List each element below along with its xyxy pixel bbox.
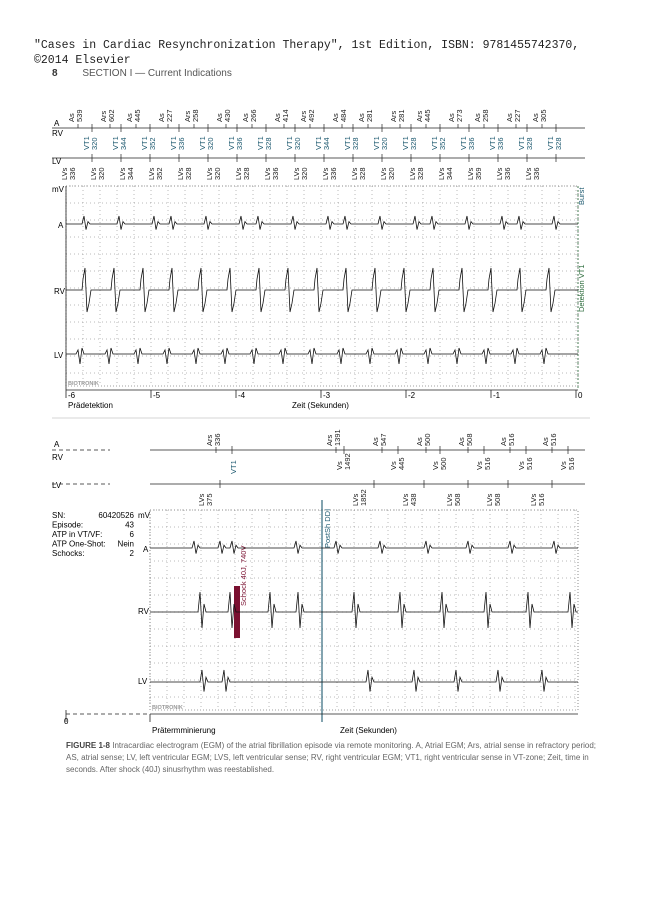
panel1-rv-marker-name: VT1 [227,136,236,150]
panel1-a-marker-name: As [505,113,514,122]
panel1-rv-marker-name: VT1 [140,136,149,150]
panel2-channel-lv: LV [138,677,148,686]
panel1-pre-label: Prädetektion [68,401,113,410]
panel1-rv-marker-value: 352 [148,137,157,150]
panel2-rv-marker-value: 516 [525,457,534,470]
panel1-rv-marker-value: 328 [525,137,534,150]
panel2-channel-rv: RV [138,607,149,616]
panel2-axis-title: Zeit (Sekunden) [340,726,397,735]
panel1-lv-marker-name: LVs [408,167,417,180]
panel1-axis-title: Zeit (Sekunden) [292,401,349,410]
panel1-marker-channel [52,109,585,180]
panel1-rv-marker-name: VT1 [256,136,265,150]
panel1-rv-marker-name: VT1 [372,136,381,150]
panel1-axis-tick: -2 [408,391,416,400]
figure-caption [66,740,596,776]
panel1-channel-a: A [58,221,64,230]
panel1-a-marker-value: 273 [455,109,464,122]
panel2-lv-marker-name: LVs [529,493,538,506]
panel1-rv-marker-value: 344 [119,137,128,150]
panel1-a-marker-value: 305 [539,109,548,122]
panel1-a-marker-name: As [357,113,366,122]
panel2-a-marker-name: As [499,437,508,446]
panel1-rv-marker-name: VT1 [314,136,323,150]
panel1-lv-marker-name: LVs [292,167,301,180]
panel1-rv-marker-name: VT1 [517,136,526,150]
panel1-axis-tick: -6 [68,391,76,400]
info-label: ATP in VT/VF: [52,530,103,539]
panel2-lv-marker-name: LVs [401,493,410,506]
panel2-episode-info [52,511,135,558]
panel2-mv-label: mV [138,511,150,520]
panel2-lv-marker-name: LVs [485,493,494,506]
panel1-lv-marker-value: 336 [271,167,280,180]
panel1-lv-marker-name: LVs [118,167,127,180]
postshock-label: PostSh DDI [323,508,332,548]
figure-number: FIGURE 1-8 [66,741,111,750]
info-value: 2 [129,549,134,558]
panel1-egm-strip [52,185,586,390]
panel1-detection-label: Detektion VT1 [577,264,586,312]
panel1-rv-marker-name: VT1 [82,136,91,150]
panel1-a-marker-value: 430 [223,109,232,122]
panel1-channel-lv: LV [54,351,64,360]
panel1-a-marker-name: As [157,113,166,122]
panel2-a-marker-value: 508 [465,433,474,446]
panel2-rv-marker-value: 516 [567,457,576,470]
panel1-rv-marker-value: 336 [177,137,186,150]
panel1-lv-marker-value: 320 [387,167,396,180]
panel1-rv-marker-name: VT1 [488,136,497,150]
panel1-lv-marker-name: LVs [234,167,243,180]
panel2-lv-marker-value: 516 [537,493,546,506]
panel1-a-marker-value: 258 [481,109,490,122]
info-label: Schocks: [52,549,85,558]
panel1-lv-marker-name: LVs [176,167,185,180]
panel1-lv-marker-value: 344 [445,167,454,180]
panel1-lv-marker-value: 336 [68,167,77,180]
panel2-a-marker-value: 516 [507,433,516,446]
panel2-lv-marker-value: 438 [409,493,418,506]
panel2-lv-marker-value: 1852 [359,489,368,506]
panel1-lv-marker-name: LVs [437,167,446,180]
panel1-lv-marker-value: 328 [184,167,193,180]
panel2-rv-marker-value: 445 [397,457,406,470]
panel1-rv-marker-value: 320 [293,137,302,150]
panel1-axis-tick: -1 [493,391,501,400]
panel2-egm-strip [138,500,578,722]
panel1-brand: BIOTRONIK [68,381,99,387]
panel1-lv-marker-value: 320 [300,167,309,180]
panel1-a-marker-name: Ars [415,110,424,122]
panel1-lv-marker-value: 344 [126,167,135,180]
panel1-lv-marker-value: 328 [242,167,251,180]
panel1-a-marker-name: As [215,113,224,122]
panel2-rv-marker-value: 516 [483,457,492,470]
panel1-rv-marker-value: 336 [496,137,505,150]
panel1-rv-marker-name: VT1 [343,136,352,150]
panel2-lv-label: LV [52,481,62,490]
info-value: Nein [117,539,134,549]
panel1-burst-label: Burst [577,187,586,205]
panel1-a-marker-name: As [331,113,340,122]
panel1-lv-marker-value: 320 [97,167,106,180]
panel1-lv-marker-name: LVs [524,167,533,180]
panel2-rv-marker-value: 1492 [343,453,352,470]
panel1-channel-rv: RV [54,287,65,296]
panel2-trace-lv [150,670,578,692]
panel2-rv-marker-name: Vs [389,461,398,470]
panel1-rv-marker-value: 336 [235,137,244,150]
info-label: ATP One-Shot: [52,539,106,549]
panel1-lv-marker-name: LVs [495,167,504,180]
panel2-a-label: A [54,440,60,449]
panel1-axis-tick: -3 [323,391,331,400]
panel1-trace-a [66,216,578,230]
panel2-a-marker-name: As [415,437,424,446]
panel1-a-marker-value: 281 [397,109,406,122]
panel1-lv-marker-value: 336 [329,167,338,180]
panel2-lv-marker-value: 508 [493,493,502,506]
panel1-lv-marker-name: LVs [60,167,69,180]
section-title: SECTION I — Current Indications [82,68,232,79]
panel1-lv-marker-name: LVs [205,167,214,180]
copyright-notice: "Cases in Cardiac Resynchronization Therapy", 1st Edition, ISBN: 9781455742370, ©2014 Elsevier [34,39,580,67]
panel2-brand: BIOTRONIK [152,705,183,711]
panel1-lv-marker-name: LVs [147,167,156,180]
panel2-a-marker-value: 1391 [333,429,342,446]
panel2-rv-marker-name: Vs [475,461,484,470]
panel2-rv-marker-value: 500 [439,457,448,470]
panel1-rv-marker-name: VT1 [546,136,555,150]
panel2-rv-marker-name: Vs [517,461,526,470]
panel1-rv-marker-value: 344 [322,137,331,150]
panel2-time-axis [64,710,578,735]
panel1-rv-marker-value: 352 [438,137,447,150]
panel1-lv-marker-name: LVs [350,167,359,180]
panel2-a-marker-value: 516 [549,433,558,446]
panel1-lv-marker-name: LVs [321,167,330,180]
info-label: Episode: [52,520,84,530]
panel2-a-marker-name: Ars [325,434,334,446]
panel1-axis-tick: -5 [153,391,161,400]
panel1-a-marker-name: Ars [99,110,108,122]
panel1-rv-marker-value: 328 [409,137,418,150]
panel1-a-marker-value: 266 [249,109,258,122]
panel1-rv-marker-value: 320 [90,137,99,150]
panel1-lv-marker-name: LVs [379,167,388,180]
panel1-a-label: A [54,119,60,128]
panel1-lv-marker-value: 352 [155,167,164,180]
panel1-a-marker-value: 492 [307,109,316,122]
panel1-rv-marker-name: VT1 [111,136,120,150]
panel2-rv-marker-name: Vs [559,461,568,470]
panel2-trace-a [150,541,578,554]
panel2-a-marker-value: 336 [213,433,222,446]
panel2-a-marker-value: 500 [423,433,432,446]
panel1-rv-marker-name: VT1 [401,136,410,150]
panel2-a-marker-name: Ars [205,434,214,446]
page-number: 8 [52,68,58,79]
panel2-lv-marker-name: LVs [197,493,206,506]
panel1-lv-marker-value: 328 [358,167,367,180]
panel1-lv-marker-name: LVs [263,167,272,180]
panel1-lv-marker-value: 359 [474,167,483,180]
panel1-a-marker-name: Ars [389,110,398,122]
panel1-lv-marker-name: LVs [466,167,475,180]
panel1-lv-marker-value: 336 [503,167,512,180]
info-value: 43 [125,520,134,530]
panel2-channel-a: A [143,545,149,554]
panel1-rv-marker-value: 328 [264,137,273,150]
panel1-lv-label: LV [52,157,62,166]
panel1-rv-marker-name: VT1 [430,136,439,150]
panel1-rv-marker-name: VT1 [169,136,178,150]
shock-label: Schock 40J, 740V [239,545,248,606]
panel1-mv-label: mV [52,185,64,194]
panel1-time-axis [66,390,583,410]
panel2-lv-marker-value: 508 [453,493,462,506]
panel2-lv-marker-name: LVs [351,493,360,506]
panel1-rv-label: RV [52,129,63,138]
panel2-marker-channel [52,429,585,506]
panel1-a-marker-name: As [125,113,134,122]
panel1-a-marker-name: As [241,113,250,122]
panel1-axis-tick: -4 [238,391,246,400]
panel1-a-marker-name: Ars [299,110,308,122]
panel1-a-marker-name: Ars [183,110,192,122]
info-value: 6 [129,530,134,539]
panel1-a-marker-value: 414 [281,109,290,122]
panel2-lv-marker-name: LVs [445,493,454,506]
panel2-pre-label: Prätermminierung [152,726,216,735]
panel2-axis-zero: 0 [64,717,69,726]
panel1-a-marker-value: 602 [107,109,116,122]
panel1-a-marker-name: As [273,113,282,122]
panel2-rv-marker-name: VT1 [229,460,238,474]
info-label: SN: [52,511,66,520]
panel1-a-marker-name: As [473,113,482,122]
panel1-trace-rv [66,268,578,312]
panel1-rv-marker-value: 328 [554,137,563,150]
panel1-a-marker-name: As [447,113,456,122]
panel1-a-marker-value: 281 [365,109,374,122]
panel1-axis-tick: 0 [578,391,583,400]
panel1-lv-marker-name: LVs [89,167,98,180]
panel1-rv-marker-name: VT1 [459,136,468,150]
panel1-lv-marker-value: 336 [532,167,541,180]
panel1-a-marker-value: 539 [75,109,84,122]
panel1-a-marker-value: 227 [165,109,174,122]
panel1-rv-marker-value: 336 [467,137,476,150]
panel1-rv-marker-name: VT1 [198,136,207,150]
panel1-a-marker-name: As [67,113,76,122]
panel2-a-marker-name: As [371,437,380,446]
panel2-a-marker-name: As [457,437,466,446]
panel1-rv-marker-name: VT1 [285,136,294,150]
panel1-a-marker-name: As [531,113,540,122]
panel1-rv-marker-value: 328 [351,137,360,150]
panel1-a-marker-value: 445 [133,109,142,122]
panel2-trace-rv [150,592,578,628]
panel1-a-marker-value: 227 [513,109,522,122]
panel2-a-marker-value: 547 [379,433,388,446]
panel2-rv-marker-name: Vs [335,461,344,470]
panel1-rv-marker-value: 320 [206,137,215,150]
info-value: 60420526 [98,511,134,520]
panel1-lv-marker-value: 320 [213,167,222,180]
caption-text: Intracardiac electrogram (EGM) of the atrial fibrillation episode via remote monitoring. A, Atrial EGM; Ars, atrial sense in refractory period; AS, atrial sense; LV, left ventricular EGM; LVS, left ventricular sense; RV, right ventricular EGM; VT1, right ventricular sense in VT-zone; Zeit, time in seconds. After shock (40J) sinusrhythm was reestablished. [66,741,597,774]
panel2-rv-label: RV [52,453,63,462]
panel2-rv-marker-name: Vs [431,461,440,470]
panel1-a-marker-value: 445 [423,109,432,122]
panel1-rv-marker-value: 320 [380,137,389,150]
panel1-a-marker-value: 484 [339,109,348,122]
panel2-a-marker-name: As [541,437,550,446]
panel2-lv-marker-value: 375 [205,493,214,506]
panel1-lv-marker-value: 328 [416,167,425,180]
panel1-a-marker-value: 258 [191,109,200,122]
